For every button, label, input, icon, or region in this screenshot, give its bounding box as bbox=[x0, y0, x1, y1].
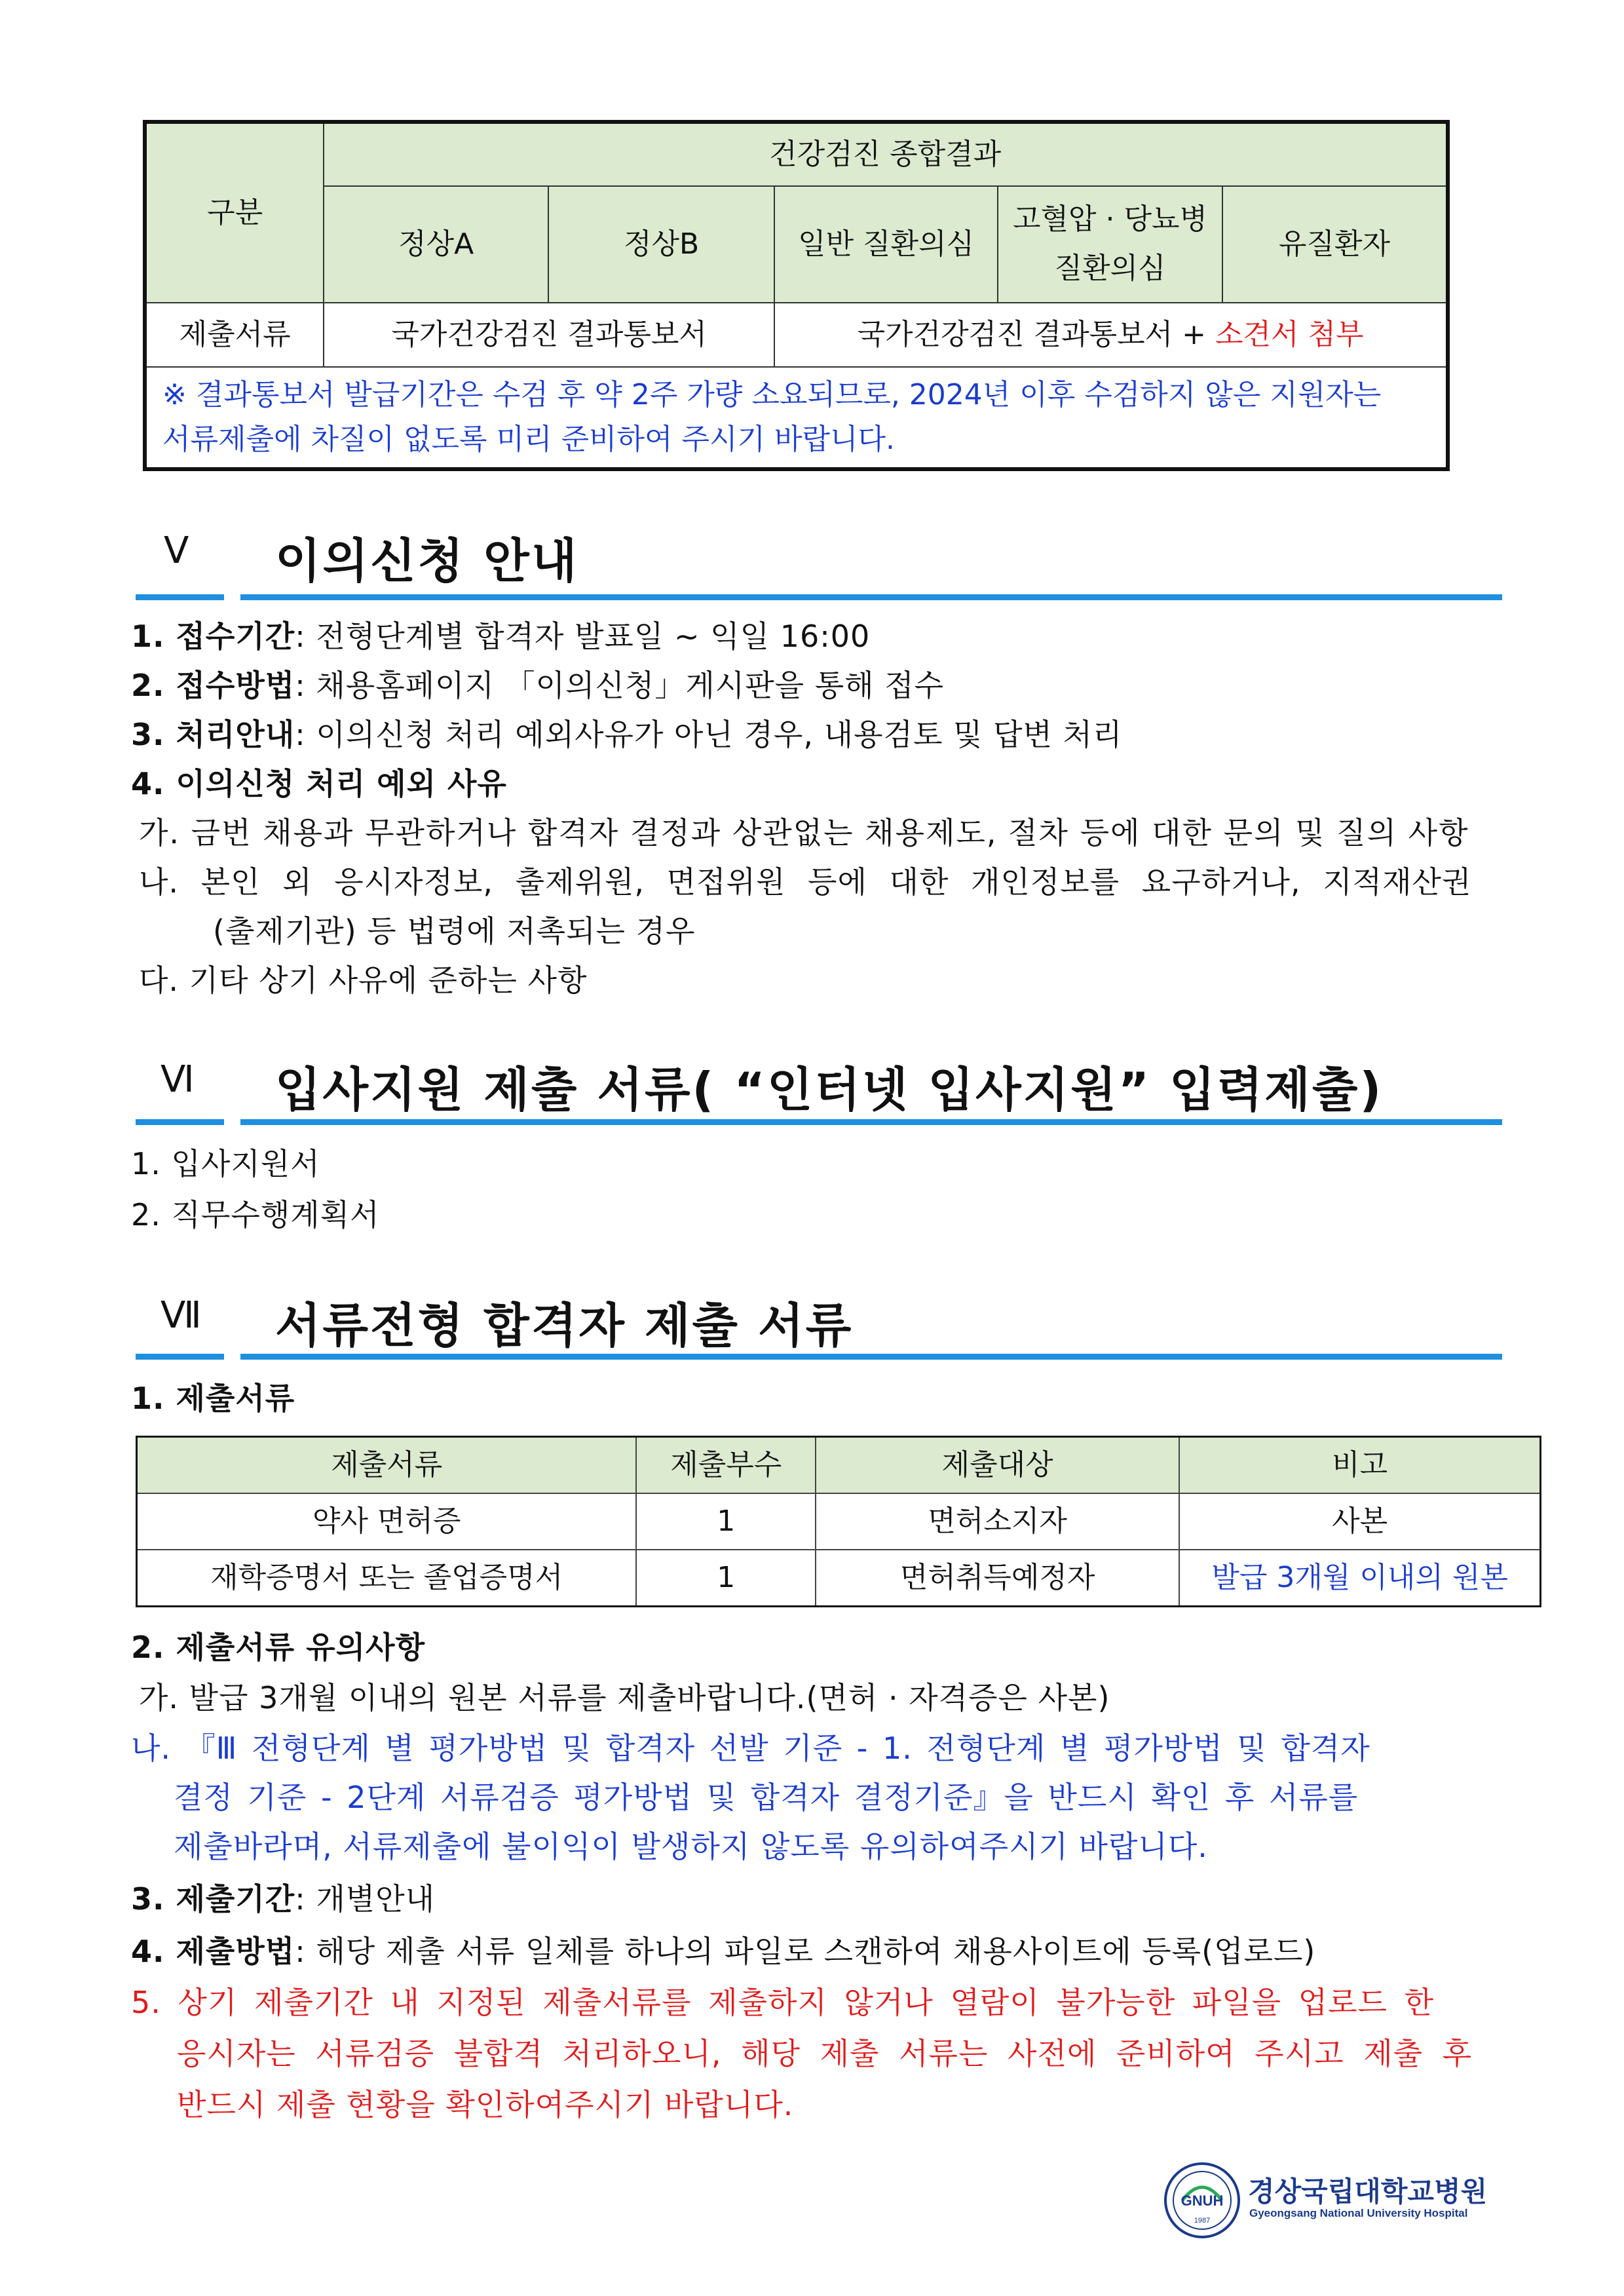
section5-number: Ⅴ bbox=[164, 529, 189, 572]
cell-copies: 1 bbox=[636, 1550, 816, 1607]
group-header: 건강검진 종합결과 bbox=[324, 122, 1448, 186]
section6-title: 입사지원 제출 서류( “인터넷 입사지원” 입력제출) bbox=[275, 1062, 1384, 1117]
emblem-year: 1987 bbox=[1194, 2217, 1211, 2225]
section7-title: 서류전형 합격자 제출 서류 bbox=[275, 1298, 854, 1353]
section7-item-2: 2. 제출서류 유의사항 bbox=[131, 1630, 425, 1665]
hospital-emblem-icon bbox=[1163, 2161, 1241, 2240]
header-copies: 제출부수 bbox=[636, 1437, 816, 1494]
col-general-suspect: 일반 질환의심 bbox=[774, 186, 998, 303]
table-row bbox=[137, 1550, 1541, 1607]
section7-item-5-line-2: 응시자는 서류검증 불합격 처리하오니, 해당 제출 서류는 사전에 준비하여 주시고 제출 후 bbox=[177, 2036, 1473, 2071]
docs-other bbox=[774, 303, 1448, 367]
section7-item-4: 4. 제출방법: 해당 제출 서류 일체를 하나의 파일로 스캔하여 채용사이트에 등록(업로드) bbox=[131, 1934, 1316, 1969]
header-remarks: 비고 bbox=[1179, 1437, 1540, 1494]
row-label: 제출서류 bbox=[145, 303, 324, 367]
section7-item-5-line-3: 반드시 제출 현황을 확인하여주시기 바랍니다. bbox=[177, 2087, 794, 2122]
category-header: 구분 bbox=[145, 122, 324, 303]
section5-sub-da: 다. 기타 상기 사유에 준하는 사항 bbox=[139, 963, 588, 998]
section7-item-1: 1. 제출서류 bbox=[131, 1381, 295, 1416]
col-normal-b: 정상B bbox=[548, 186, 774, 303]
section7-sub-ga: 가. 발급 3개월 이내의 원본 서류를 제출바랍니다.(면허 · 자격증은 사본) bbox=[139, 1680, 1110, 1715]
section5-title: 이의신청 안내 bbox=[275, 533, 579, 588]
section5-item-3: 3. 처리안내: 이의신청 처리 예외사유가 아닌 경우, 내용검토 및 답변 처리 bbox=[131, 717, 1123, 752]
section5-item-1: 1. 접수기간: 전형단계별 합격자 발표일 ~ 익일 16:00 bbox=[131, 619, 871, 654]
hospital-name-en: Gyeongsang National University Hospital bbox=[1249, 2207, 1468, 2219]
note-line-1: ※ 결과통보서 발급기간은 수검 후 약 2주 가량 소요되므로, 2024년 이후 수검하지 않은 지원자는 bbox=[162, 378, 1382, 411]
section7-sub-na-1: 나. 『Ⅲ 전형단계 별 평가방법 및 합격자 선발 기준 - 1. 전형단계 별 평가방법 및 합격자 bbox=[131, 1731, 1370, 1766]
docs-other-prefix: 국가건강검진 결과통보서 + bbox=[857, 318, 1215, 352]
header-target: 제출대상 bbox=[816, 1437, 1179, 1494]
section5-bar-long bbox=[240, 594, 1502, 600]
section5-item-2: 2. 접수방법: 채용홈페이지 「이의신청」게시판을 통해 접수 bbox=[131, 668, 945, 703]
table-note bbox=[145, 367, 1448, 469]
submission-table bbox=[136, 1436, 1541, 1607]
hospital-logo bbox=[1163, 2161, 1488, 2246]
section6-bar-short bbox=[136, 1119, 224, 1125]
table-row bbox=[137, 1493, 1541, 1550]
docs-normal: 국가건강검진 결과통보서 bbox=[324, 303, 774, 367]
cell-target: 면허취득예정자 bbox=[816, 1550, 1179, 1607]
section7-bar-short bbox=[136, 1354, 224, 1360]
section7-item-3: 3. 제출기간: 개별안내 bbox=[131, 1881, 436, 1917]
cell-doc: 재학증명서 또는 졸업증명서 bbox=[137, 1550, 637, 1607]
section5-bar-short bbox=[136, 594, 224, 600]
section6-item-1: 1. 입사지원서 bbox=[131, 1146, 320, 1181]
section5-sub-na-2: (출제기관) 등 법령에 저촉되는 경우 bbox=[213, 913, 696, 949]
note-line-2: 서류제출에 차질이 없도록 미리 준비하여 주시기 바랍니다. bbox=[162, 423, 895, 457]
section5-sub-na-1: 나. 본인 외 응시자정보, 출제위원, 면접위원 등에 대한 개인정보를 요구하거나, 지적재산권 bbox=[139, 864, 1472, 900]
section7-sub-na-3: 제출바라며, 서류제출에 불이익이 발생하지 않도록 유의하여주시기 바랍니다. bbox=[174, 1829, 1208, 1864]
docs-other-attachment: 소견서 첨부 bbox=[1215, 318, 1364, 352]
section5-item-4: 4. 이의신청 처리 예외 사유 bbox=[131, 766, 507, 801]
section7-sub-na-2: 결정 기준 - 2단계 서류검증 평가방법 및 합격자 결정기준』을 반드시 확인 후 서류를 bbox=[174, 1780, 1359, 1815]
section6-number: Ⅵ bbox=[161, 1058, 195, 1101]
section6-bar-long bbox=[240, 1119, 1502, 1125]
cell-copies: 1 bbox=[636, 1493, 816, 1550]
section7-item-5-line-1: 5. 상기 제출기간 내 지정된 제출서류를 제출하지 않거나 열람이 불가능한 파일을 업로드 한 bbox=[131, 1985, 1435, 2020]
cell-doc: 약사 면허증 bbox=[137, 1493, 637, 1550]
section5-sub-ga: 가. 금번 채용과 무관하거나 합격자 결정과 상관없는 채용제도, 절차 등에 대한 문의 및 질의 사항 bbox=[139, 815, 1469, 851]
section7-bar-long bbox=[240, 1354, 1502, 1360]
health-check-table bbox=[143, 120, 1450, 471]
col-disease: 유질환자 bbox=[1222, 186, 1448, 303]
section7-number: Ⅶ bbox=[161, 1294, 202, 1337]
cell-remarks: 발급 3개월 이내의 원본 bbox=[1179, 1550, 1540, 1607]
header-docs: 제출서류 bbox=[137, 1437, 637, 1494]
col-hypertension-line1: 고혈압 · 당뇨병 bbox=[1013, 202, 1208, 237]
cell-target: 면허소지자 bbox=[816, 1493, 1179, 1550]
col-hypertension-line2: 질환의심 bbox=[1054, 252, 1166, 285]
emblem-text: GNUH bbox=[1180, 2192, 1224, 2209]
col-hypertension-diabetes bbox=[998, 186, 1222, 303]
hospital-name-ko: 경상국립대학교병원 bbox=[1248, 2176, 1488, 2207]
col-normal-a: 정상A bbox=[324, 186, 548, 303]
section6-item-2: 2. 직무수행계획서 bbox=[131, 1197, 380, 1233]
cell-remarks: 사본 bbox=[1179, 1493, 1540, 1550]
